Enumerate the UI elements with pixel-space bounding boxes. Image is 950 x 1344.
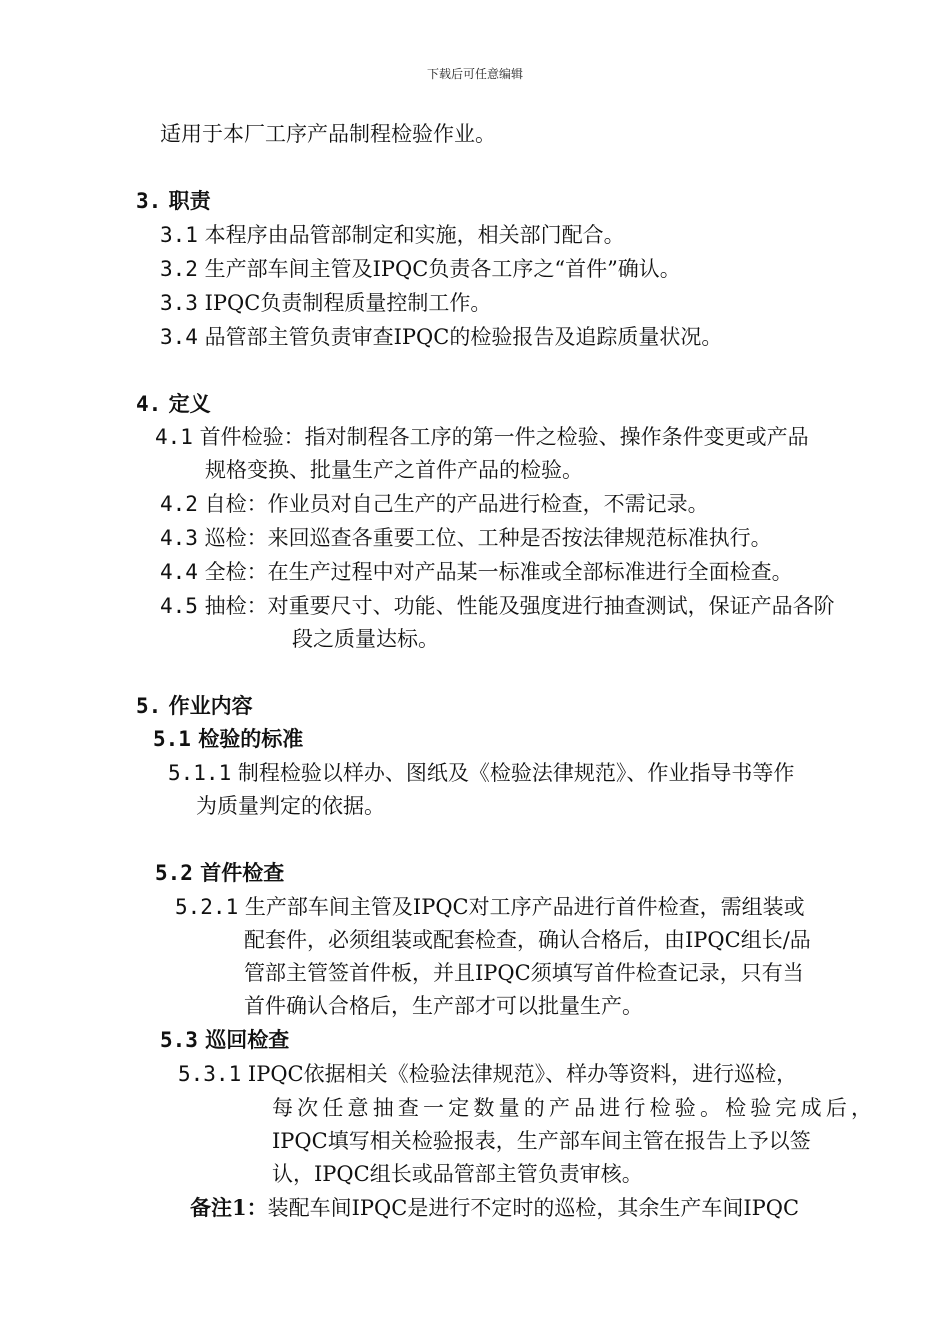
item-5-2-1-continued-3: 首件确认合格后，生产部才可以批量生产。 — [244, 994, 643, 1018]
item-number: 4.2 — [160, 492, 198, 516]
item-text: 自检：作业员对自己生产的产品进行检查，不需记录。 — [204, 492, 709, 516]
section-title: 职责 — [168, 188, 211, 213]
subsection-5-3-heading — [160, 1025, 289, 1055]
item-text: 品管部主管负责审查IPQC的检验报告及追踪质量状况。 — [204, 325, 723, 349]
item-5-3-1-continued-2: IPQC填写相关检验报表，生产部车间主管在报告上予以签 — [272, 1129, 811, 1153]
page-header: 下载后可任意编辑 — [426, 67, 523, 81]
item-5-2-1 — [175, 892, 805, 922]
item-number: 5.3.1 — [178, 1062, 242, 1086]
subsection-number: 5.1 — [153, 727, 191, 751]
item-number: 4.5 — [160, 594, 198, 618]
note-1 — [190, 1193, 799, 1223]
item-text: 生产部车间主管及IPQC负责各工序之“首件”确认。 — [204, 257, 681, 281]
item-5-1-1 — [168, 758, 794, 788]
subsection-title: 巡回检查 — [205, 1027, 290, 1052]
item-4-4 — [160, 557, 793, 587]
section-4-heading — [136, 389, 211, 419]
item-number: 4.3 — [160, 526, 198, 550]
note-label: 备注1： — [190, 1195, 268, 1220]
item-number: 3.1 — [160, 223, 198, 247]
item-3-3 — [160, 288, 491, 318]
item-4-1 — [155, 422, 809, 452]
item-text: 生产部车间主管及IPQC对工序产品进行首件检查，需组装或 — [244, 895, 805, 919]
scope-text: 适用于本厂工序产品制程检验作业。 — [160, 122, 496, 146]
item-4-1-continued: 规格变换、批量生产之首件产品的检验。 — [205, 458, 583, 482]
item-text: 抽检：对重要尺寸、功能、性能及强度进行抽查测试，保证产品各阶 — [204, 594, 835, 618]
item-5-2-1-continued-2: 管部主管签首件板，并且IPQC须填写首件检查记录，只有当 — [244, 961, 804, 985]
item-5-3-1-continued-1: 每次任意抽查一定数量的产品进行检验。检验完成后， — [272, 1096, 872, 1120]
item-text: 制程检验以样办、图纸及《检验法律规范》、作业指导书等作 — [237, 761, 795, 785]
item-number: 5.2.1 — [175, 895, 239, 919]
item-4-5 — [160, 591, 835, 621]
item-text: IPQC负责制程质量控制工作。 — [204, 291, 492, 315]
subsection-title: 检验的标准 — [198, 726, 304, 751]
item-5-3-1 — [178, 1059, 797, 1089]
item-text: 本程序由品管部制定和实施，相关部门配合。 — [204, 223, 625, 247]
subsection-5-1-heading — [153, 724, 303, 754]
item-number: 4.1 — [155, 425, 193, 449]
section-number: 4. — [136, 392, 162, 416]
item-number: 3.4 — [160, 325, 198, 349]
subsection-number: 5.2 — [155, 861, 193, 885]
note-text: 装配车间IPQC是进行不定时的巡检，其余生产车间IPQC — [267, 1196, 800, 1220]
item-3-1 — [160, 220, 625, 250]
subsection-5-2-heading — [155, 858, 284, 888]
item-5-1-1-continued: 为质量判定的依据。 — [196, 794, 385, 818]
section-3-heading — [136, 186, 211, 216]
section-5-heading — [136, 691, 253, 721]
item-text: IPQC依据相关《检验法律规范》、样办等资料，进行巡检， — [247, 1062, 798, 1086]
item-4-5-continued: 段之质量达标。 — [292, 627, 439, 651]
item-5-3-1-continued-3: 认，IPQC组长或品管部主管负责审核。 — [272, 1162, 643, 1186]
section-title: 作业内容 — [168, 693, 253, 718]
section-title: 定义 — [168, 391, 211, 416]
item-text: 全检：在生产过程中对产品某一标准或全部标准进行全面检查。 — [204, 560, 793, 584]
section-number: 3. — [136, 189, 162, 213]
subsection-title: 首件检查 — [200, 860, 285, 885]
item-3-4 — [160, 322, 722, 352]
item-number: 4.4 — [160, 560, 198, 584]
item-4-2 — [160, 489, 709, 519]
item-number: 5.1.1 — [168, 761, 232, 785]
item-4-3 — [160, 523, 772, 553]
section-number: 5. — [136, 694, 162, 718]
item-text: 巡检：来回巡查各重要工位、工种是否按法律规范标准执行。 — [204, 526, 772, 550]
item-text: 首件检验：指对制程各工序的第一件之检验、操作条件变更或产品 — [199, 425, 809, 449]
item-number: 3.3 — [160, 291, 198, 315]
item-5-2-1-continued-1: 配套件，必须组装或配套检查，确认合格后，由IPQC组长/品 — [244, 928, 811, 952]
subsection-number: 5.3 — [160, 1028, 198, 1052]
item-3-2 — [160, 254, 681, 284]
item-number: 3.2 — [160, 257, 198, 281]
